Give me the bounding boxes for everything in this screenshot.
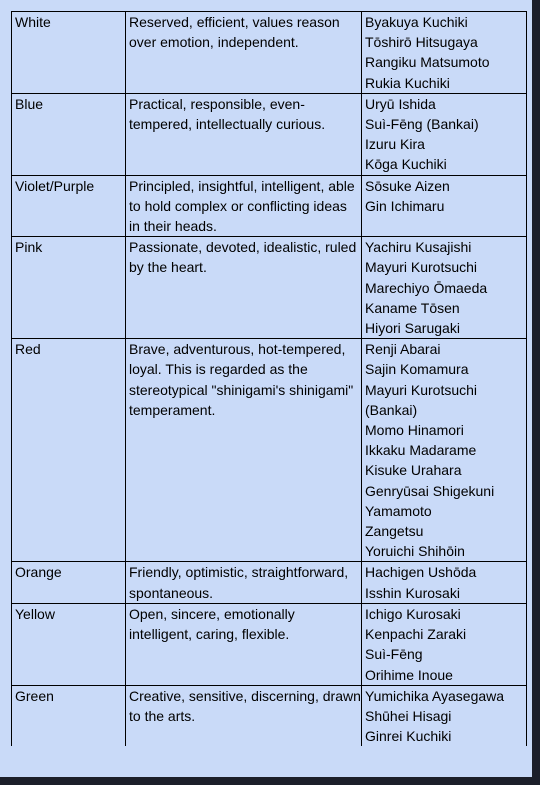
color-cell: Blue: [12, 93, 126, 175]
color-cell: Violet/Purple: [12, 175, 126, 237]
character-name: Kaname Tōsen: [365, 299, 460, 316]
character-name: Mayuri Kurotsuchi: [365, 381, 478, 398]
character-name: Isshin Kurosaki: [365, 584, 460, 601]
character-name: Uryū Ishida: [365, 95, 436, 112]
character-name: Mayuri Kurotsuchi: [365, 259, 478, 276]
character-name: Kenpachi Zaraki: [365, 626, 467, 643]
table-row: [12, 12, 527, 94]
characters-cell: [362, 93, 527, 175]
traits-cell: Brave, adventurous, hot-tempered, loyal. This is regarded as the stereotypical "shinigami's shinigami" temperament.: [126, 339, 362, 562]
character-name: Suì-Fēng (Bankai): [365, 116, 479, 133]
traits-cell: Practical, responsible, even-tempered, intellectually curious.: [126, 93, 362, 175]
character-name: Rukia Kuchiki: [365, 74, 450, 91]
traits-cell: Principled, insightful, intelligent, able to hold complex or conflicting ideas in their heads.: [126, 175, 362, 237]
character-name: Byakuya Kuchiki: [365, 14, 468, 30]
character-name: Yamamoto: [365, 502, 432, 519]
character-name: Orihime Inoue: [365, 666, 453, 683]
character-name: Ikkaku Madarame: [365, 442, 477, 459]
table-row: [12, 562, 527, 603]
character-name: Momo Hinamori: [365, 422, 464, 439]
character-name: Shūhei Hisagi: [365, 707, 452, 724]
color-cell: Yellow: [12, 603, 126, 685]
characters-cell: [362, 237, 527, 339]
character-name: (Bankai): [365, 401, 418, 418]
character-name: Genryūsai Shigekuni: [365, 482, 495, 499]
character-name: Ginrei Kuchiki: [365, 728, 452, 745]
character-name: Izuru Kira: [365, 136, 425, 153]
character-name: Tōshirō Hitsugaya: [365, 34, 478, 51]
character-name: Renji Abarai: [365, 341, 441, 358]
character-name: Ichigo Kurosaki: [365, 605, 461, 622]
character-name: Yoruichi Shihōin: [365, 543, 465, 560]
traits-cell: Reserved, efficient, values reason over emotion, independent.: [126, 12, 362, 94]
character-name: Yumichika Ayasegawa: [365, 687, 505, 704]
traits-cell: Open, sincere, emotionally intelligent, caring, flexible.: [126, 603, 362, 685]
color-cell: Pink: [12, 237, 126, 339]
traits-cell: Friendly, optimistic, straightforward, spontaneous.: [126, 562, 362, 603]
traits-cell: Creative, sensitive, discerning, drawn to the arts.: [126, 685, 362, 746]
character-name: Zangetsu: [365, 523, 424, 540]
traits-cell: Passionate, devoted, idealistic, ruled by the heart.: [126, 237, 362, 339]
table-row: [12, 339, 527, 562]
color-cell: White: [12, 12, 126, 94]
character-name: Hachigen Ushōda: [365, 564, 477, 581]
characters-cell: [362, 603, 527, 685]
characters-cell: [362, 12, 527, 94]
character-name: Rangiku Matsumoto: [365, 54, 490, 71]
color-cell: Red: [12, 339, 126, 562]
table-row: [12, 685, 527, 746]
character-name: Marechiyo Ōmaeda: [365, 279, 488, 296]
characters-cell: [362, 685, 527, 746]
character-name: Suì-Fēng: [365, 646, 423, 663]
character-name: Kisuke Urahara: [365, 462, 462, 479]
characters-cell: [362, 175, 527, 237]
color-cell: Green: [12, 685, 126, 746]
table-row: [12, 93, 527, 175]
table-body: [12, 12, 527, 747]
table-row: [12, 175, 527, 237]
characters-cell: [362, 339, 527, 562]
character-name: Yachiru Kusajishi: [365, 239, 472, 256]
color-temperament-table: [11, 11, 527, 746]
color-cell: Orange: [12, 562, 126, 603]
character-name: Hiyori Sarugaki: [365, 320, 460, 337]
characters-cell: [362, 562, 527, 603]
character-name: Gin Ichimaru: [365, 197, 445, 214]
character-name: Sajin Komamura: [365, 361, 469, 378]
table-row: [12, 603, 527, 685]
character-name: Sōsuke Aizen: [365, 177, 450, 194]
table-row: [12, 237, 527, 339]
character-name: Kōga Kuchiki: [365, 156, 447, 173]
